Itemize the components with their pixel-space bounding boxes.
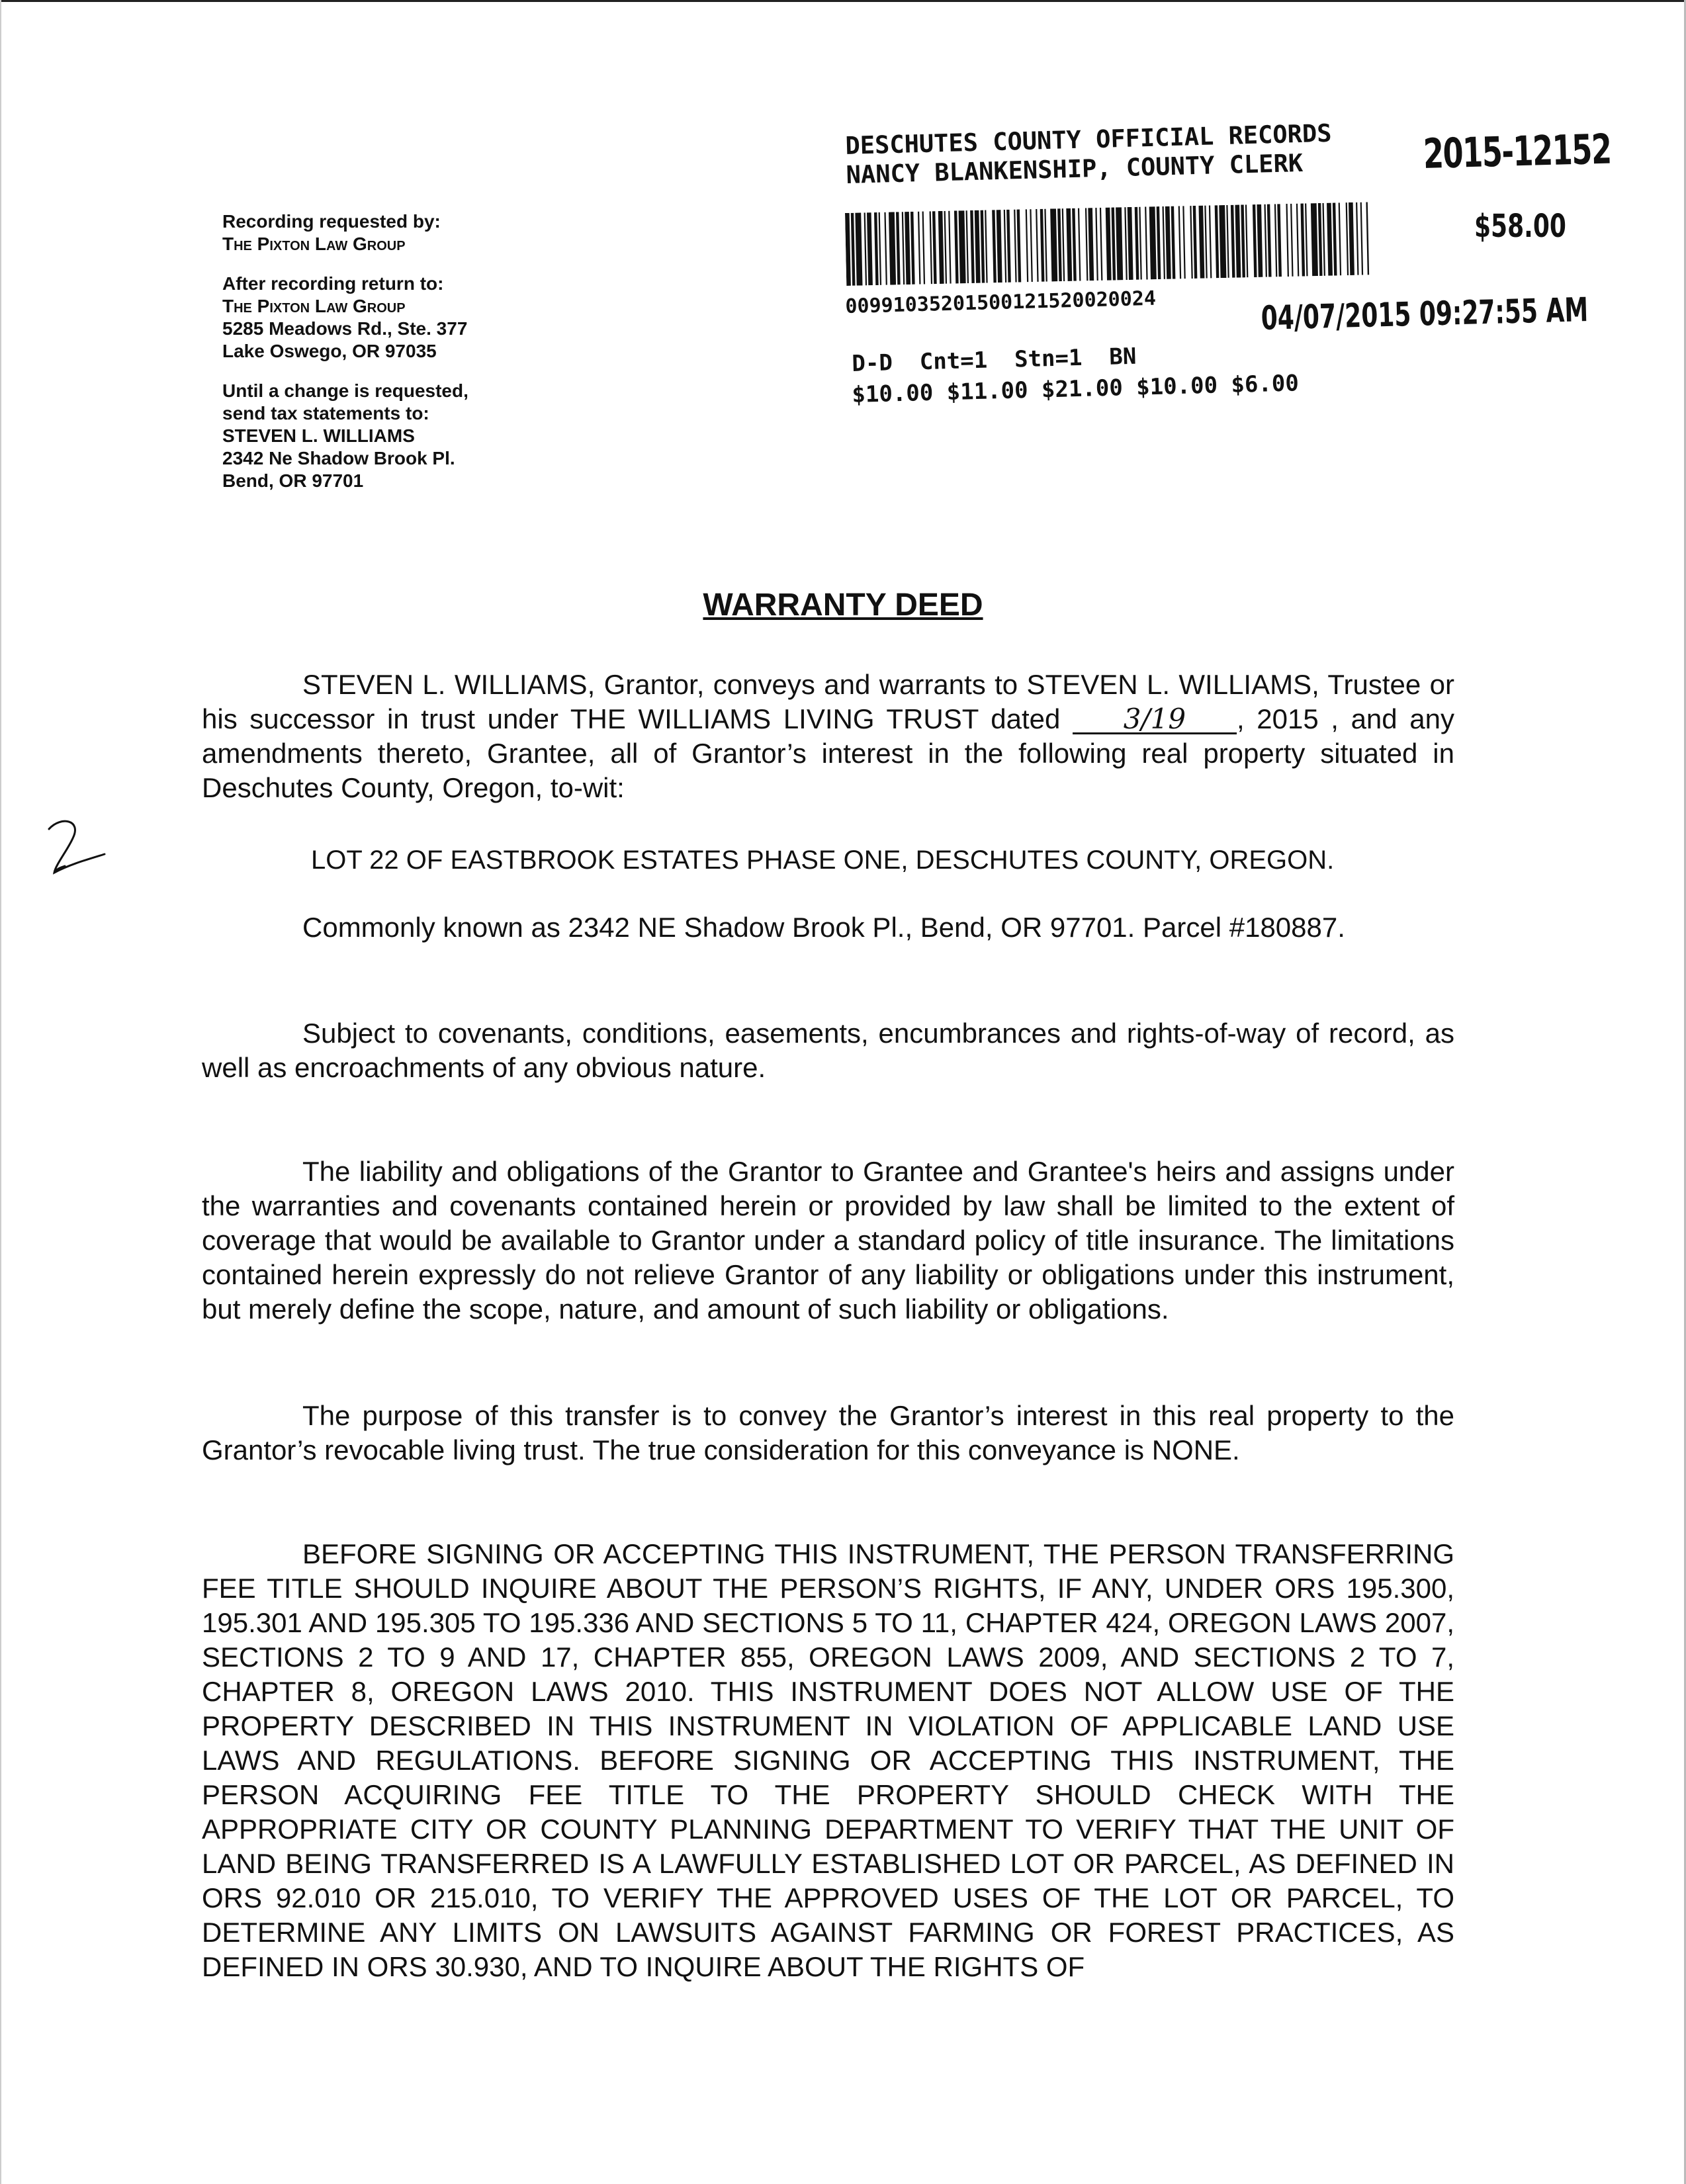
- barcode-bar: [1366, 202, 1369, 275]
- barcode-number: 00991035201500121520020024: [845, 286, 1157, 318]
- page-top-edge: [0, 0, 1686, 2]
- barcode-bar: [1209, 205, 1212, 278]
- barcode-bar: [1318, 203, 1323, 276]
- barcode-bar: [922, 212, 926, 284]
- barcode-bar: [1360, 202, 1364, 275]
- barcode-bar: [879, 212, 882, 285]
- barcode-bar: [1088, 208, 1094, 281]
- barcode-bar: [905, 212, 910, 284]
- total-fee: $58.00: [1474, 208, 1566, 245]
- county-line-1: DESCHUTES COUNTY OFFICIAL RECORDS: [845, 118, 1332, 160]
- conveyance-text-end: , 2015 , and any amendments thereto, Grantee, all of Grantor’s interest in the following real property situated in Deschutes County, Oregon, to-wit:: [202, 703, 1454, 803]
- barcode-bar: [1145, 206, 1148, 279]
- barcode-bar: [1124, 207, 1128, 280]
- barcode-bar: [930, 211, 933, 284]
- barcode-bar: [1178, 206, 1182, 279]
- tax-label-line-2: send tax statements to:: [222, 403, 429, 423]
- barcode-bar: [884, 212, 887, 285]
- barcode-bar: [1333, 202, 1337, 275]
- barcode-bar: [1300, 203, 1305, 276]
- barcode-bar: [1327, 203, 1333, 276]
- barcode-bar: [1215, 205, 1220, 278]
- barcode-bar: [896, 212, 901, 284]
- barcode-bar: [1267, 204, 1272, 277]
- barcode-bar: [1296, 204, 1300, 277]
- barcode-bar: [975, 210, 981, 283]
- return-address-line-2: Lake Oswego, OR 97035: [222, 341, 437, 361]
- return-to-name: The Pixton Law Group: [222, 296, 406, 316]
- barcode-bar: [1116, 207, 1123, 280]
- barcode-bar: [1311, 203, 1318, 276]
- recorded-date-time: 04/07/2015 09:27:55 AM: [1261, 290, 1589, 337]
- tax-address-line-1: 2342 Ne Shadow Brook Pl.: [222, 448, 455, 468]
- barcode-bar: [1112, 207, 1116, 280]
- barcode-bar: [874, 212, 879, 285]
- handwritten-margin-mark: [41, 810, 134, 883]
- barcode-bar: [1057, 208, 1062, 281]
- barcode-bar: [938, 211, 944, 284]
- barcode-bar: [1014, 210, 1017, 283]
- barcode-bar: [1226, 205, 1229, 278]
- commonly-known-as: Commonly known as 2342 NE Shadow Brook Pl., Bend, OR 97701. Parcel #180887.: [302, 912, 1345, 943]
- barcode-bar: [1235, 205, 1241, 278]
- trust-date-handwritten: 3/19: [1073, 706, 1237, 734]
- barcode-bar: [1171, 206, 1176, 279]
- barcode-bar: [1264, 204, 1267, 277]
- barcode-bar: [1085, 208, 1088, 281]
- barcode-bar: [1139, 207, 1142, 280]
- barcode-bar: [1346, 202, 1349, 275]
- recording-info-block: [222, 210, 566, 509]
- barcode-bar: [1322, 203, 1325, 276]
- barcode-bar: [1078, 208, 1081, 281]
- barcode-bar: [1017, 209, 1022, 282]
- barcode-bar: [1040, 209, 1045, 282]
- barcode-bar: [918, 212, 921, 284]
- barcode-bar: [1339, 202, 1342, 275]
- barcode-bar: [1182, 206, 1186, 279]
- barcode-bar: [932, 211, 937, 284]
- barcode-bar: [1356, 202, 1359, 275]
- barcode-bar: [1198, 206, 1204, 279]
- barcode-bar: [910, 212, 915, 284]
- barcode-bar: [1231, 205, 1235, 278]
- barcode-bar: [1162, 206, 1165, 279]
- barcode-bar: [1004, 210, 1007, 283]
- barcode-bar: [1253, 204, 1257, 277]
- barcode-bar: [992, 210, 997, 283]
- barcode-bar: [902, 212, 905, 284]
- barcode-bar: [1241, 204, 1245, 277]
- return-to-group: [222, 273, 566, 363]
- barcode-bar: [1106, 208, 1112, 281]
- barcode-bar: [981, 210, 985, 283]
- recording-codes: D-D Cnt=1 Stn=1 BN: [852, 343, 1137, 377]
- county-line-2: NANCY BLANKENSHIP, COUNTY CLERK: [846, 148, 1304, 189]
- barcode-bar: [1349, 202, 1354, 275]
- barcode-bar: [1066, 208, 1072, 281]
- barcode-bar: [966, 210, 969, 283]
- barcode-bar: [1277, 204, 1282, 277]
- barcode-bar: [1286, 204, 1289, 277]
- barcode-bar: [954, 210, 959, 283]
- barcode-bar: [851, 213, 856, 286]
- barcode-bar: [997, 210, 1002, 283]
- requested-by-name: The Pixton Law Group: [222, 234, 406, 254]
- conveyance-paragraph: [202, 668, 1454, 805]
- barcode-bar: [1193, 206, 1198, 279]
- barcode-bar: [1044, 209, 1047, 282]
- barcode-bar: [1026, 209, 1029, 282]
- barcode-bar: [959, 210, 966, 283]
- recording-fee-breakdown: $10.00 $11.00 $21.00 $10.00 $6.00: [852, 370, 1300, 408]
- barcode-bar: [1157, 206, 1161, 279]
- barcode-bar: [1290, 204, 1294, 277]
- barcode-bar: [1036, 209, 1039, 282]
- tax-label-line-1: Until a change is requested,: [222, 380, 468, 401]
- barcode-bar: [1165, 206, 1171, 279]
- barcode-bar: [1100, 208, 1103, 281]
- barcode-bar: [1257, 204, 1263, 277]
- requested-by-label: Recording requested by:: [222, 211, 441, 232]
- barcode-bar: [944, 211, 948, 284]
- barcode-bar: [889, 212, 896, 284]
- return-to-label: After recording return to:: [222, 273, 444, 294]
- document-number: 2015-12152: [1423, 124, 1612, 178]
- legal-description: LOT 22 OF EASTBROOK ESTATES PHASE ONE, DESCHUTES COUNTY, OREGON.: [311, 846, 1335, 875]
- tax-address-line-2: Bend, OR 97701: [222, 470, 364, 491]
- barcode-bar: [1128, 207, 1133, 280]
- barcode-bar: [855, 212, 862, 285]
- land-use-warning-paragraph: BEFORE SIGNING OR ACCEPTING THIS INSTRUMENT, THE PERSON TRANSFERRING FEE TITLE SHOULD INQUIRE ABOUT THE PERSON’S RIGHTS, IF ANY, UNDER ORS 195.300, 195.301 AND 195.305 TO 195.336 AND SECTIONS 5 TO 11, CHAPTER 424, OREGON LAWS 2007, SECTIONS 2 TO 9 AND 17, CHAPTER 855, OREGON LAWS 2009, AND SECTIONS 2 TO 7, CHAPTER 8, OREGON LAWS 2010. THIS INSTRUMENT DOES NOT ALLOW USE OF THE PROPERTY DESCRIBED IN THIS INSTRUMENT IN VIOLATION OF APPLICABLE LAND USE LAWS AND REGULATIONS. BEFORE SIGNING OR ACCEPTING THIS INSTRUMENT, THE PERSON ACQUIRING FEE TITLE TO THE PROPERTY SHOULD CHECK WITH THE APPROPRIATE CITY OR COUNTY PLANNING DEPARTMENT TO VERIFY THAT THE UNIT OF LAND BEING TRANSFERRED IS A LAWFULLY ESTABLISHED LOT OR PARCEL, AS DEFINED IN ORS 92.010 OR 215.010, TO VERIFY THE APPROVED USES OF THE LOT OR PARCEL, TO DETERMINE ANY LIMITS ON LAWSUITS AGAINST FARMING OR FOREST PRACTICES, AS DEFINED IN ORS 30.930, AND TO INQUIRE ABOUT THE RIGHTS OF: [202, 1538, 1454, 1982]
- page-left-edge: [0, 0, 1, 2184]
- conveyance-text-start: STEVEN L. WILLIAMS, Grantor, conveys and warrants to STEVEN L. WILLIAMS, Trustee or his successor in trust under THE WILLIAMS LIVING TRUST dated: [202, 669, 1454, 734]
- barcode-bar: [1274, 204, 1278, 277]
- tax-name: STEVEN L. WILLIAMS: [222, 425, 415, 446]
- barcode-bar: [1030, 209, 1033, 282]
- barcode-bar: [1095, 208, 1098, 281]
- barcode-bar: [1305, 203, 1308, 276]
- barcode-bar: [985, 210, 988, 283]
- barcode-bar: [1219, 205, 1226, 278]
- barcode-bar: [948, 211, 952, 284]
- barcode-bar: [970, 210, 975, 283]
- liability-paragraph: The liability and obligations of the Grantor to Grantee and Grantee's heirs and assigns under the warranties and covenants contained herein or provided by law shall be limited to the extent of coverage that would be available to Grantor under a standard policy of title insurance. The limitations contained herein expressly do not relieve Grantor of any liability or obligations under this instrument, but merely define the scope, nature, and amount of such liability or obligations.: [202, 1156, 1454, 1325]
- purpose-paragraph: The purpose of this transfer is to convey the Grantor’s interest in this real property to the Grantor’s revocable living trust. The true consideration for this conveyance is NONE.: [202, 1400, 1454, 1465]
- barcode: [845, 202, 1369, 286]
- barcode-bar: [1149, 206, 1157, 279]
- document-title: WARRANTY DEED: [703, 588, 983, 623]
- subject-to-paragraph: Subject to covenants, conditions, easements, encumbrances and rights-of-way of record, as well as encroachments of any obvious nature.: [202, 1018, 1454, 1083]
- requested-by-group: [222, 210, 566, 255]
- barcode-bar: [1245, 204, 1249, 277]
- barcode-bar: [1135, 207, 1139, 280]
- county-records-stamp: [845, 119, 1333, 190]
- barcode-bar: [1072, 208, 1077, 281]
- barcode-bar: [1006, 210, 1011, 283]
- return-address-line-1: 5285 Meadows Rd., Ste. 377: [222, 318, 468, 339]
- tax-statements-group: [222, 380, 566, 492]
- barcode-bar: [1204, 206, 1208, 279]
- barcode-bar: [1062, 208, 1065, 281]
- barcode-bar: [845, 213, 851, 286]
- barcode-bar: [864, 212, 867, 285]
- barcode-bar: [867, 212, 873, 285]
- barcode-bar: [1050, 208, 1057, 281]
- barcode-bar: [1190, 206, 1193, 279]
